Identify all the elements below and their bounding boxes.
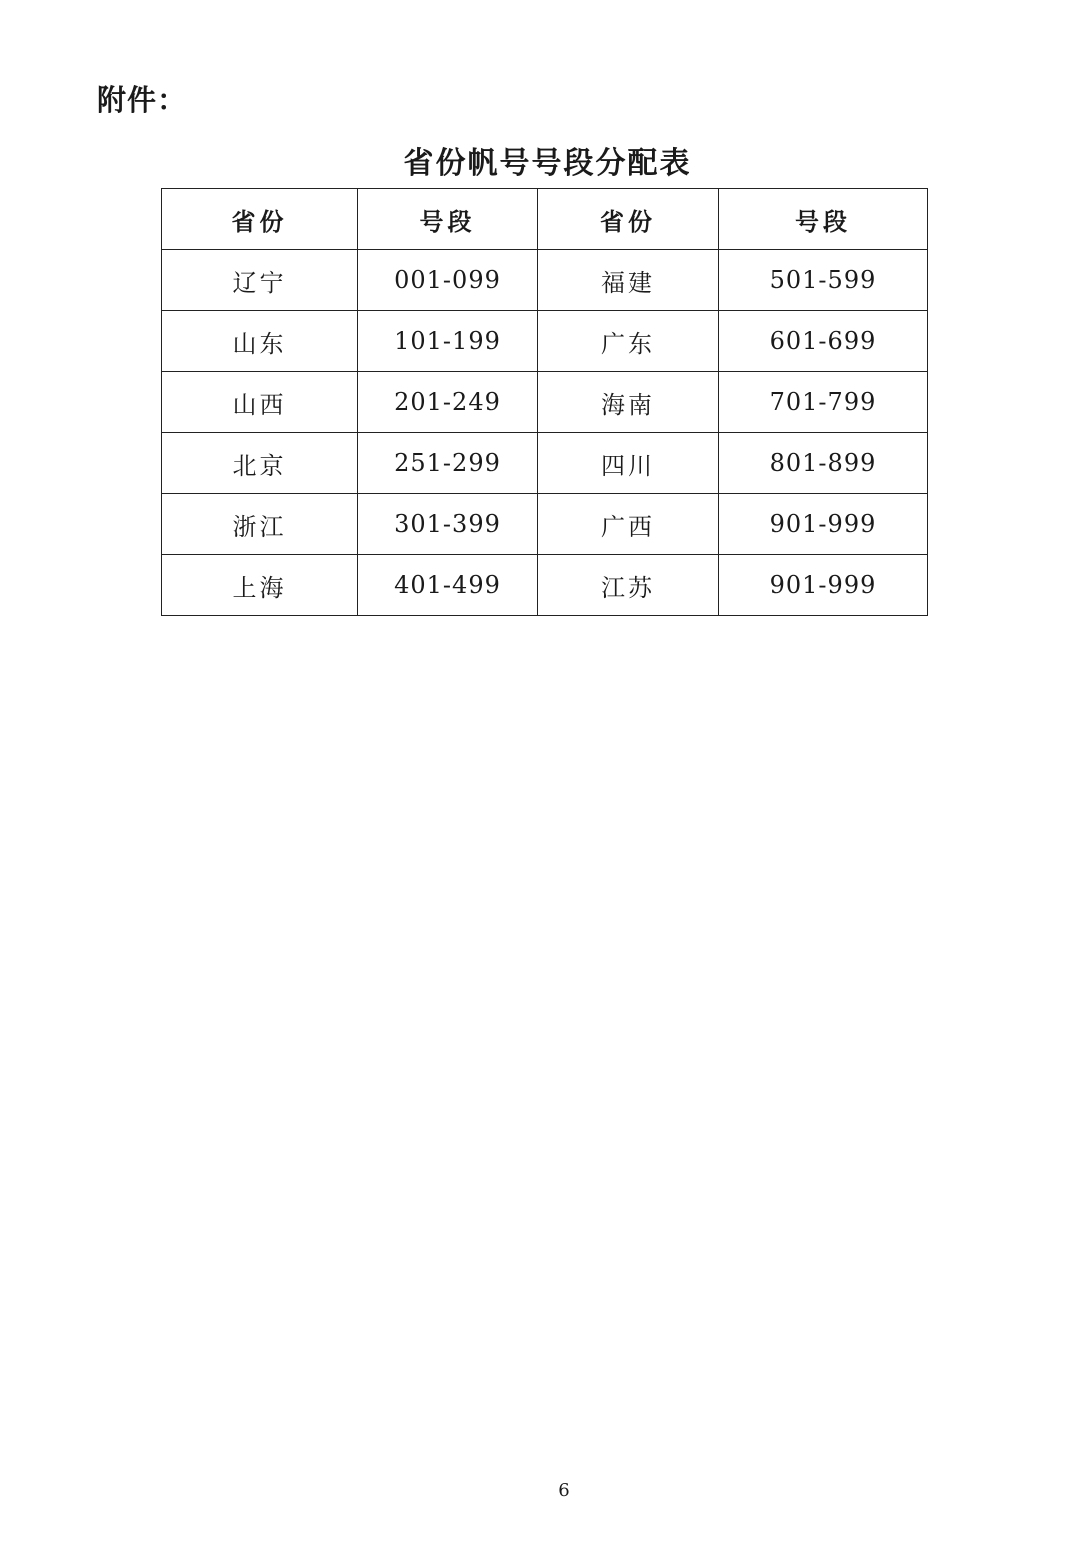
range-cell: 601-699 xyxy=(719,311,928,372)
table-row xyxy=(162,372,928,433)
province-cell: 江苏 xyxy=(538,555,719,616)
range-cell: 101-199 xyxy=(358,311,538,372)
table-row xyxy=(162,555,928,616)
range-cell: 501-599 xyxy=(719,250,928,311)
page-number: 6 xyxy=(558,1480,570,1501)
province-cell: 辽宁 xyxy=(162,250,358,311)
province-cell: 北京 xyxy=(162,433,358,494)
range-cell: 201-249 xyxy=(358,372,538,433)
allocation-table xyxy=(161,188,928,616)
table-header-row xyxy=(162,189,928,250)
province-cell: 上海 xyxy=(162,555,358,616)
province-cell: 海南 xyxy=(538,372,719,433)
range-cell: 251-299 xyxy=(358,433,538,494)
province-cell: 浙江 xyxy=(162,494,358,555)
table-row xyxy=(162,433,928,494)
table-row xyxy=(162,311,928,372)
table-row xyxy=(162,494,928,555)
range-cell: 801-899 xyxy=(719,433,928,494)
province-cell: 四川 xyxy=(538,433,719,494)
header-province: 省份 xyxy=(162,189,358,250)
range-cell: 001-099 xyxy=(358,250,538,311)
range-cell: 401-499 xyxy=(358,555,538,616)
attachment-label: 附件： xyxy=(97,83,188,117)
page-title: 省份帆号号段分配表 xyxy=(403,146,692,181)
header-province: 省份 xyxy=(538,189,719,250)
province-cell: 广东 xyxy=(538,311,719,372)
range-cell: 901-999 xyxy=(719,555,928,616)
province-cell: 山东 xyxy=(162,311,358,372)
province-cell: 山西 xyxy=(162,372,358,433)
header-range: 号段 xyxy=(358,189,538,250)
table-row xyxy=(162,250,928,311)
range-cell: 701-799 xyxy=(719,372,928,433)
province-cell: 广西 xyxy=(538,494,719,555)
header-range: 号段 xyxy=(719,189,928,250)
range-cell: 901-999 xyxy=(719,494,928,555)
province-cell: 福建 xyxy=(538,250,719,311)
range-cell: 301-399 xyxy=(358,494,538,555)
